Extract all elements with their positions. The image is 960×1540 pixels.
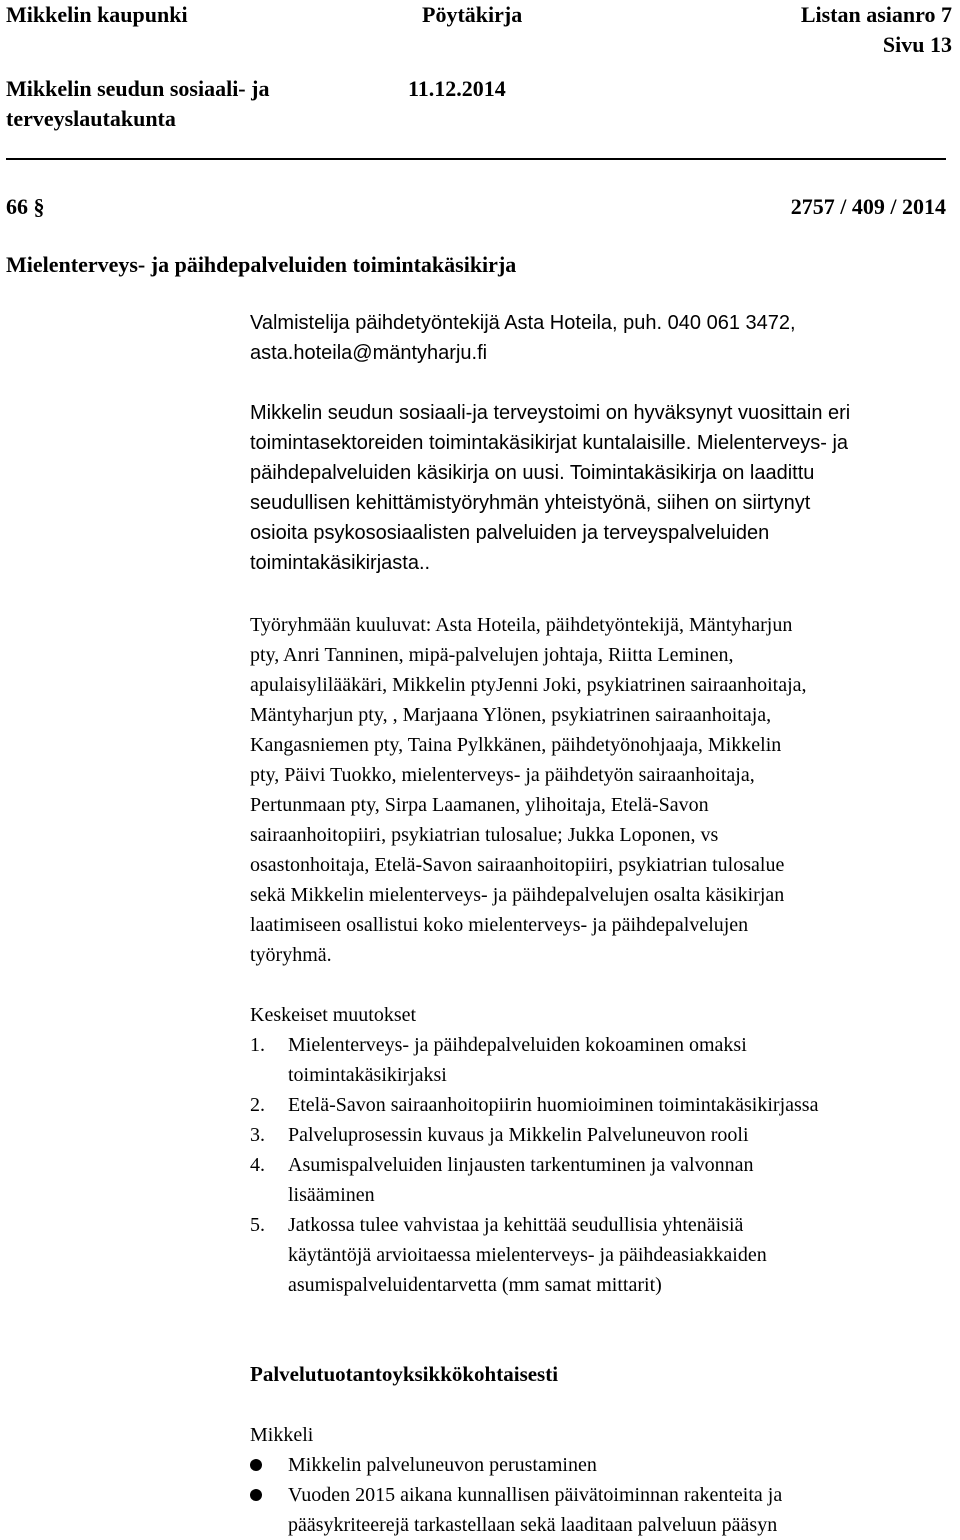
list-item-text: lisääminen (288, 1184, 375, 1206)
paragraph-line: sairaanhoitopiiri, psykiatrian tulosalue; Jukka Loponen, vs (250, 824, 719, 846)
list-item (250, 1030, 818, 1090)
section-title: Mielenterveys- ja päihdepalveluiden toimintakäsikirja (6, 252, 517, 277)
paragraph-line: Kangasniemen pty, Taina Pylkkänen, päihdetyönohjaaja, Mikkelin (250, 734, 782, 756)
list-item-text: Mielenterveys- ja päihdepalveluiden kokoaminen omaksi (288, 1034, 747, 1056)
paragraph-line: Mikkelin seudun sosiaali-ja terveystoimi on hyväksynyt vuosittain eri (250, 402, 851, 424)
list-item-text: Jatkossa tulee vahvistaa ja kehittää seudullisia yhtenäisiä (288, 1214, 744, 1236)
paragraph-line: apulaisylilääkäri, Mikkelin ptyJenni Joki, psykiatrinen sairaanhoitaja, (250, 674, 807, 696)
paragraph-line: Pertunmaan pty, Sirpa Laamanen, ylihoitaja, Etelä-Savon (250, 794, 709, 816)
bullet-text: pääsykriteerejä tarkastellaan sekä laaditaan palveluun pääsyn (288, 1514, 778, 1536)
paragraph-line: Työryhmään kuuluvat: Asta Hoteila, päihdetyöntekijä, Mäntyharjun (250, 614, 793, 636)
preparer-line: Valmistelija päihdetyöntekijä Asta Hoteila, puh. 040 061 3472, (250, 312, 796, 334)
list-item-text: käytäntöjä arvioitaessa mielenterveys- ja päihdeasiakkaiden (288, 1244, 767, 1266)
case-reference: 2757 / 409 / 2014 (790, 194, 946, 219)
preparer-email[interactable]: asta.hoteila@mäntyharju.fi (250, 342, 488, 364)
list-item-number: 2. (250, 1094, 265, 1116)
document-type: Pöytäkirja (422, 2, 523, 27)
paragraph-line: pty, Anri Tanninen, mipä-palvelujen johtaja, Riitta Leminen, (250, 644, 734, 666)
paragraph-line: työryhmä. (250, 944, 332, 966)
list-item (250, 1150, 818, 1210)
paragraph-line: osioita psykososiaalisten palveluiden ja terveyspalveluiden (250, 522, 770, 544)
list-item-text: Asumispalveluiden linjausten tarkentuminen ja valvonnan (288, 1154, 754, 1176)
list-item-text: asumispalveluidentarvetta (mm samat mittarit) (288, 1274, 662, 1296)
unit-section-heading: Palvelutuotantoyksikkökohtaisesti (250, 1362, 559, 1386)
bullet-item (250, 1450, 782, 1480)
section-number: 66 § (6, 194, 45, 219)
preparer-info (250, 308, 940, 368)
list-item (250, 1090, 818, 1120)
list-item-number: 1. (250, 1034, 265, 1056)
bullet-icon (250, 1489, 262, 1501)
paragraph-line: sekä Mikkelin mielenterveys- ja päihdepalvelujen osalta käsikirjan (250, 884, 785, 906)
paragraph-line: Mäntyharjun pty, , Marjaana Ylönen, psykiatrinen sairaanhoitaja, (250, 704, 772, 726)
paragraph-line: osastonhoitaja, Etelä-Savon sairaanhoitopiiri, psykiatrian tulosalue (250, 854, 785, 876)
bullet-item (250, 1480, 782, 1540)
header-divider (6, 158, 946, 160)
list-item-number: Listan asianro 7 (800, 2, 952, 27)
working-group-paragraph (250, 610, 940, 970)
paragraph-line: seudullisen kehittämistyöryhmän yhteistyönä, siihen on siirtynyt (250, 492, 811, 514)
list-item-number: 3. (250, 1124, 265, 1146)
bullet-text: Vuoden 2015 aikana kunnallisen päivätoiminnan rakenteita ja (288, 1484, 783, 1506)
list-item-text: Etelä-Savon sairaanhoitopiirin huomioiminen toimintakäsikirjassa (288, 1094, 819, 1116)
list-item-text: Palveluprosessin kuvaus ja Mikkelin Palveluneuvon rooli (288, 1124, 749, 1146)
paragraph-line: toimintasektoreiden toimintakäsikirjat kuntalaisille. Mielenterveys- ja (250, 432, 849, 454)
bullet-text: Mikkelin palveluneuvon perustaminen (288, 1454, 597, 1476)
city-name: Mikkelin kaupunki (6, 2, 188, 27)
page-number: Sivu 13 (882, 32, 952, 57)
key-changes-heading: Keskeiset muutokset (250, 1004, 417, 1026)
paragraph-line: pty, Päivi Tuokko, mielenterveys- ja päihdetyön sairaanhoitaja, (250, 764, 755, 786)
committee-name-line1: Mikkelin seudun sosiaali- ja (6, 76, 270, 101)
intro-paragraph (250, 398, 940, 578)
paragraph-line: päihdepalveluiden käsikirja on uusi. Toimintakäsikirja on laadittu (250, 462, 815, 484)
list-item (250, 1210, 818, 1300)
list-item-text: toimintakäsikirjaksi (288, 1064, 447, 1086)
unit-subheading: Mikkeli (250, 1424, 314, 1446)
committee-name-line2: terveyslautakunta (6, 106, 176, 131)
list-item-number: 4. (250, 1154, 265, 1176)
paragraph-line: toimintakäsikirjasta.. (250, 552, 431, 574)
meeting-date: 11.12.2014 (408, 76, 506, 101)
bullet-icon (250, 1459, 262, 1471)
unit-bullet-list (250, 1450, 782, 1540)
list-item (250, 1120, 818, 1150)
key-changes-list (250, 1030, 818, 1300)
list-item-number: 5. (250, 1214, 265, 1236)
paragraph-line: laatimiseen osallistui koko mielenterveys- ja päihdepalvelujen (250, 914, 749, 936)
